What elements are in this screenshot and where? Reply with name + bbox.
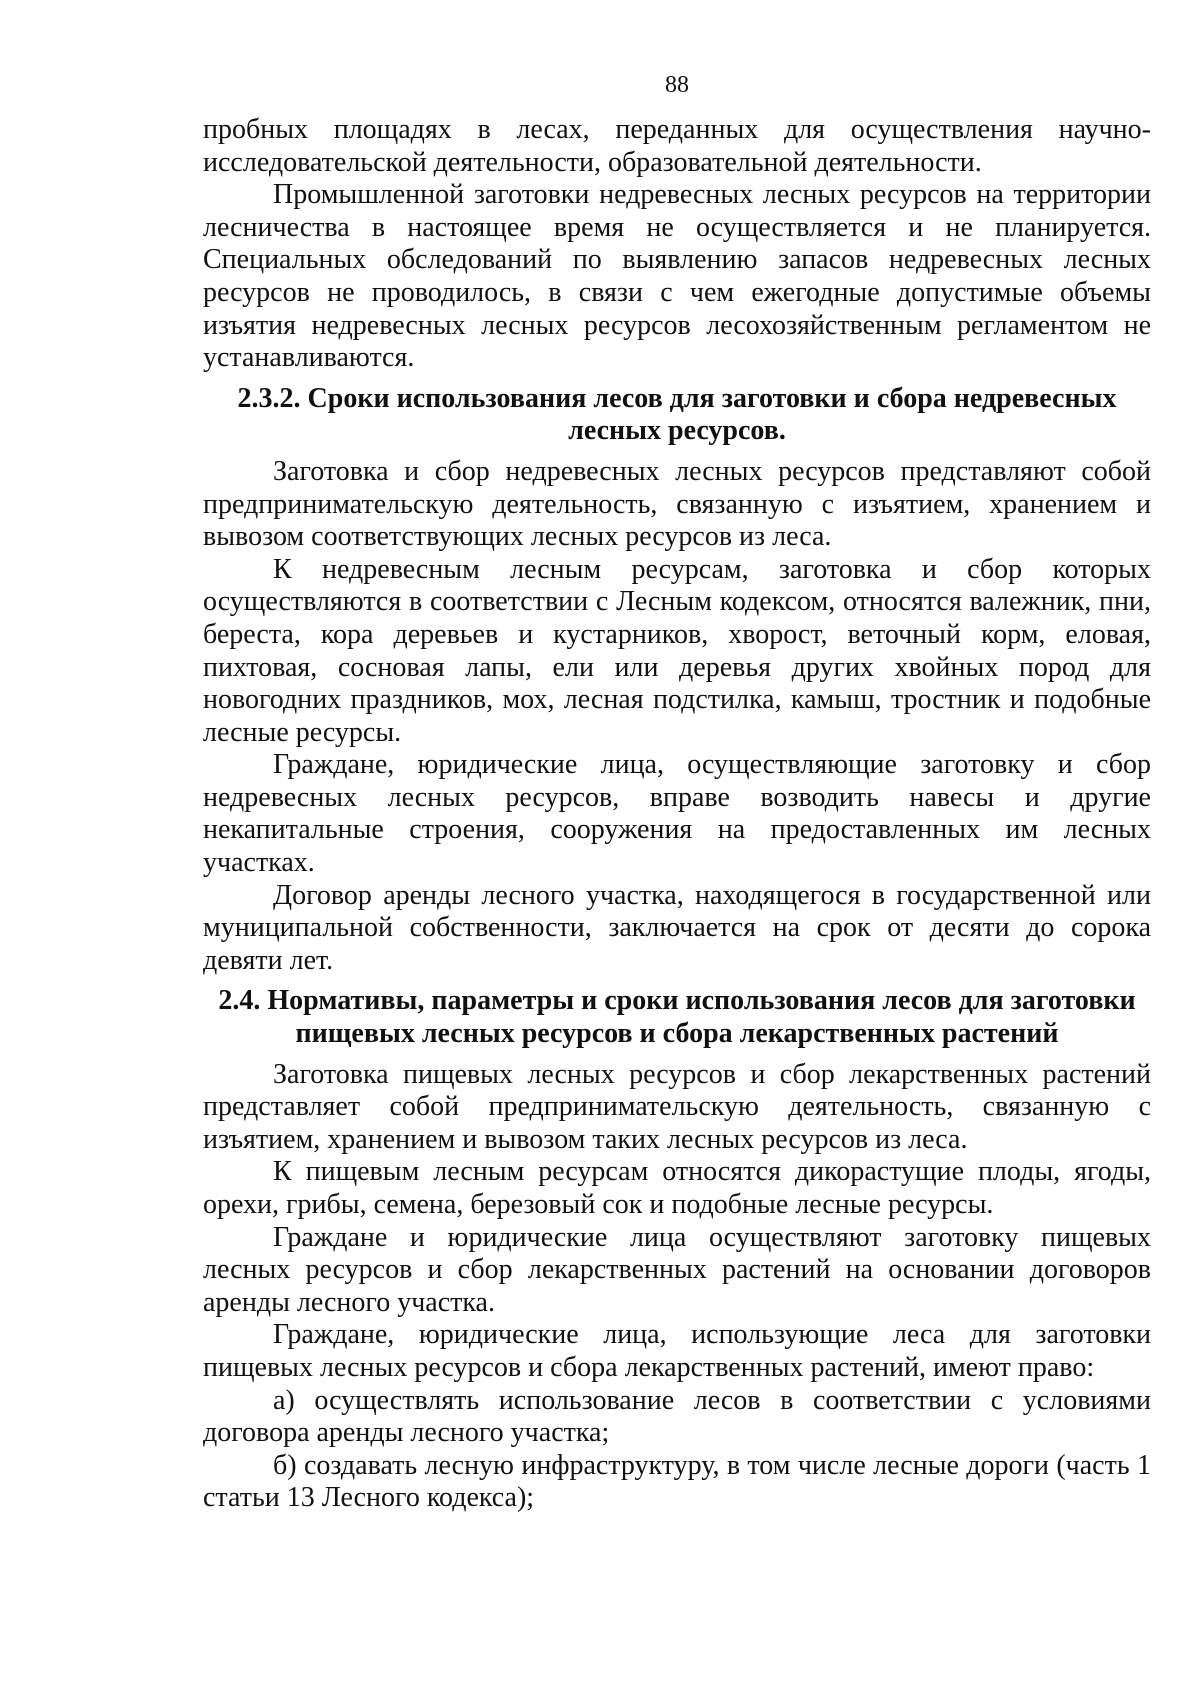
paragraph-2-3-2-1: Заготовка и сбор недревесных лесных ресурсов представляют собой предпринимательскую деятельность, связанную с изъятием, хранением и вывозом соответствующих лесных ресурсов из леса.: [203, 455, 1151, 553]
paragraph-industrial-harvest: Промышленной заготовки недревесных лесных ресурсов на территории лесничества в настоящее время не осуществляется и не планируется. Специальных обследований по выявлению запасов недревесных лесных ресурсов не проводилось, в связи с чем ежегодные допустимые объемы изъятия недревесных лесных ресурсов лесохозяйственным регламентом не устанавливаются.: [203, 179, 1151, 374]
section-heading-2-4-line2: пищевых лесных ресурсов и сбора лекарственных растений: [295, 1018, 1059, 1050]
section-heading-2-4: [203, 985, 1151, 1050]
paragraph-2-4-1: Заготовка пищевых лесных ресурсов и сбор лекарственных растений представляет собой предпринимательскую деятельность, связанную с изъятием, хранением и вывозом таких лесных ресурсов из леса.: [203, 1058, 1151, 1155]
paragraph-2-4-4: Граждане, юридические лица, использующие леса для заготовки пищевых лесных ресурсов и сбора лекарственных растений, имеют право:: [203, 1319, 1151, 1383]
section-heading-2-3-2-line1: 2.3.2. Сроки использования лесов для заготовки и сбора недревесных: [237, 382, 1117, 414]
list-item-a: а) осуществлять использование лесов в соответствии с условиями договора аренды лесного участка;: [203, 1384, 1151, 1449]
page-content: [203, 114, 1151, 1515]
paragraph-continuation: пробных площадях в лесах, переданных для осуществления научно-исследовательской деятельности, образовательной деятельности.: [203, 114, 1151, 178]
paragraph-2-4-2: К пищевым лесным ресурсам относятся дикорастущие плоды, ягоды, орехи, грибы, семена, березовый сок и подобные лесные ресурсы.: [203, 1156, 1151, 1220]
document-page: [203, 0, 1151, 1696]
paragraph-2-3-2-2: К недревесным лесным ресурсам, заготовка и сбор которых осуществляются в соответствии с Лесным кодексом, относятся валежник, пни, береста, кора деревьев и кустарников, хворост, веточный корм, еловая, пихтовая, сосновая лапы, ели или деревья других хвойных пород для новогодних праздников, мох, лесная подстилка, камыш, тростник и подобные лесные ресурсы.: [203, 553, 1151, 748]
page-number: 88: [665, 72, 689, 98]
paragraph-2-3-2-4: Договор аренды лесного участка, находящегося в государственной или муниципальной собственности, заключается на срок от десяти до сорока девяти лет.: [203, 879, 1151, 976]
section-heading-2-3-2-line2: лесных ресурсов.: [568, 415, 786, 447]
list-item-b: б) создавать лесную инфраструктуру, в том числе лесные дороги (часть 1 статьи 13 Лесного кодекса);: [203, 1449, 1151, 1514]
section-heading-2-3-2: [203, 383, 1151, 448]
paragraph-2-3-2-3: Граждане, юридические лица, осуществляющие заготовку и сбор недревесных лесных ресурсов, вправе возводить навесы и другие некапитальные строения, сооружения на предоставленных им лесных участках.: [203, 749, 1151, 879]
section-heading-2-4-line1: 2.4. Нормативы, параметры и сроки использования лесов для заготовки: [218, 985, 1136, 1017]
paragraph-2-4-3: Граждане и юридические лица осуществляют заготовку пищевых лесных ресурсов и сбор лекарственных растений на основании договоров аренды лесного участка.: [203, 1221, 1151, 1318]
